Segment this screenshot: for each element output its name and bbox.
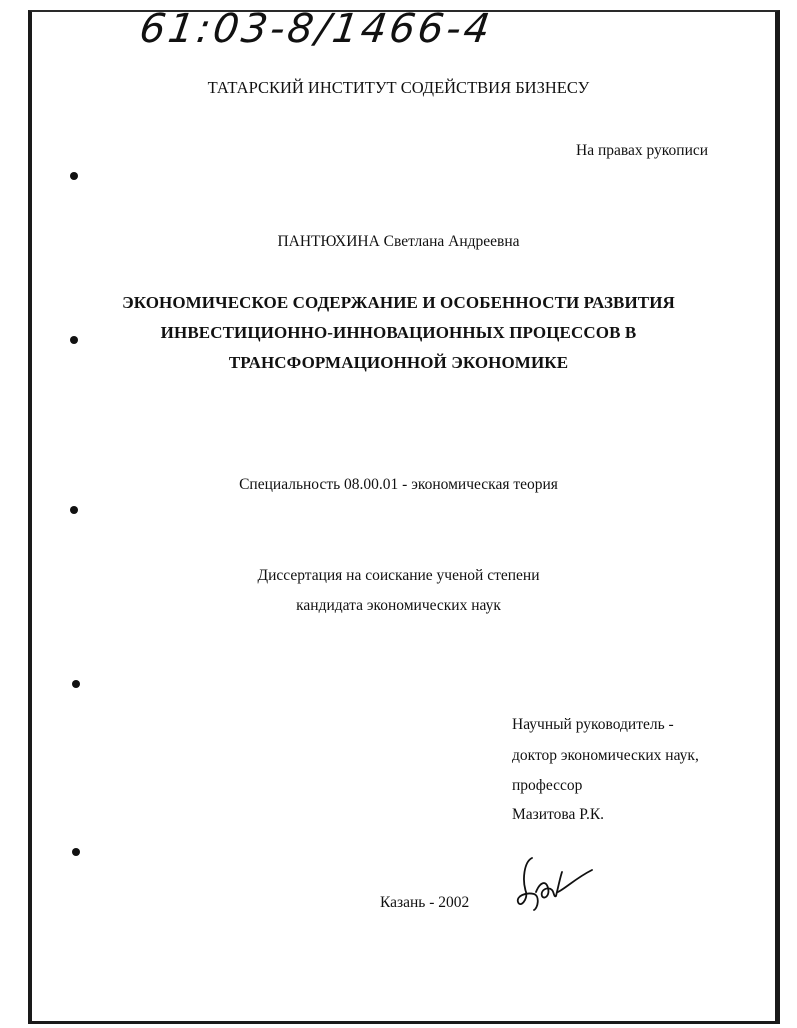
punch-hole-mark	[70, 172, 78, 180]
signature	[512, 852, 604, 916]
archive-code: 61:03-8/1466-4	[136, 6, 496, 52]
punch-hole-mark	[72, 680, 80, 688]
title-line-1: ЭКОНОМИЧЕСКОЕ СОДЕРЖАНИЕ И ОСОБЕННОСТИ РАЗВИТИЯ	[122, 293, 675, 312]
punch-hole-mark	[72, 848, 80, 856]
dissertation-line-1: Диссертация на соискание ученой степени	[257, 567, 540, 584]
title-line-3: ТРАНСФОРМАЦИОННОЙ ЭКОНОМИКЕ	[228, 353, 569, 372]
title-line-2: ИНВЕСТИЦИОННО-ИННОВАЦИОННЫХ ПРОЦЕССОВ В	[160, 323, 637, 342]
institute-name: ТАТАРСКИЙ ИНСТИТУТ СОДЕЙСТВИЯ БИЗНЕСУ	[207, 78, 590, 97]
specialty: Специальность 08.00.01 - экономическая теория	[239, 476, 558, 493]
author-name: ПАНТЮХИНА Светлана Андреевна	[277, 233, 520, 250]
punch-hole-mark	[70, 506, 78, 514]
page-border	[28, 10, 780, 1024]
supervisor-line-3: профессор	[512, 777, 583, 794]
city-year: Казань - 2002	[380, 894, 470, 911]
supervisor-line-4: Мазитова Р.К.	[512, 806, 605, 823]
punch-hole-mark	[70, 336, 78, 344]
dissertation-line-2: кандидата экономических наук	[296, 597, 501, 614]
manuscript-rights: На правах рукописи	[576, 142, 709, 159]
supervisor-line-2: доктор экономических наук,	[512, 747, 699, 764]
supervisor-line-1: Научный руководитель -	[512, 716, 674, 733]
